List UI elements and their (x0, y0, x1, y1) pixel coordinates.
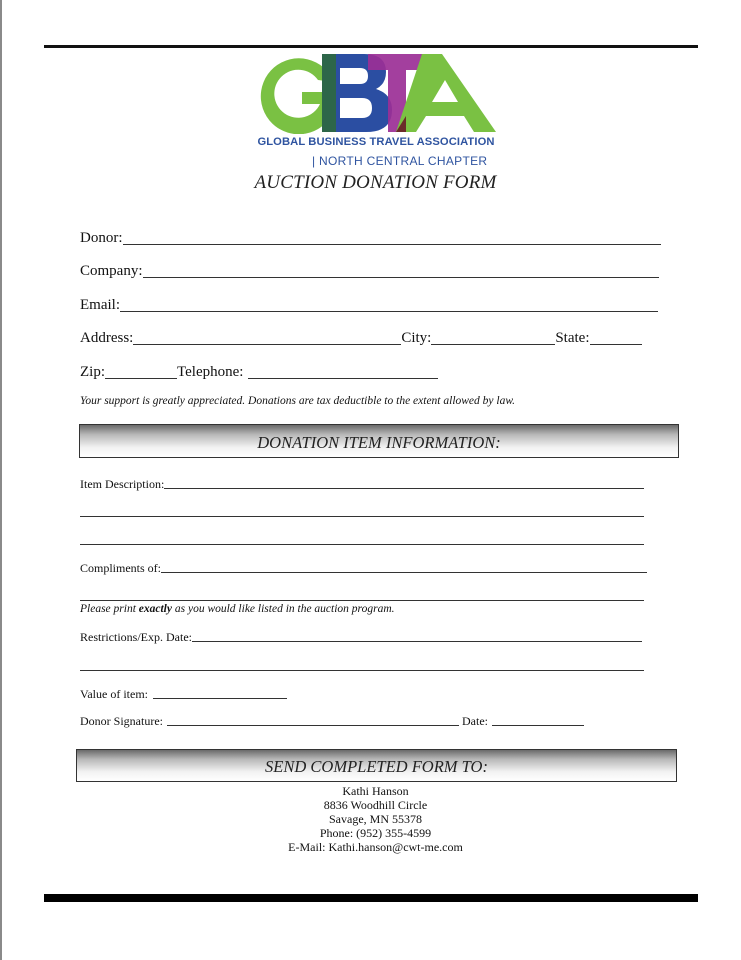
top-rule (44, 45, 698, 48)
signature-label: Donor Signature: (80, 714, 163, 728)
company-field[interactable] (143, 277, 659, 278)
org-name: GLOBAL BUSINESS TRAVEL ASSOCIATION (257, 136, 495, 148)
address-row (80, 330, 642, 347)
contact-name: Kathi Hanson (342, 784, 409, 798)
item-description-field[interactable] (164, 488, 644, 489)
send-form-heading: SEND COMPLETED FORM TO: (76, 749, 677, 782)
signature-field[interactable] (167, 725, 459, 726)
donation-item-heading: DONATION ITEM INFORMATION: (79, 424, 679, 458)
company-label: Company: (80, 263, 143, 279)
state-label: State: (555, 330, 590, 346)
zip-field[interactable] (105, 378, 177, 379)
address-label: Address: (80, 330, 134, 346)
print-note (80, 603, 395, 615)
compliments-label: Compliments of: (80, 561, 161, 575)
contact-phone: Phone: (952) 355-4599 (319, 826, 432, 840)
print-note-emphasis: exactly (138, 603, 172, 615)
email-field[interactable] (120, 311, 658, 312)
restrictions-field[interactable] (192, 641, 642, 642)
print-note-text-end: as you would like listed in the auction program. (171, 603, 395, 615)
value-row (80, 687, 287, 701)
city-field[interactable] (431, 344, 555, 345)
form-title: AUCTION DONATION FORM (254, 172, 497, 193)
gbta-logo (256, 52, 496, 134)
email-label: Email: (80, 297, 120, 313)
contact-email[interactable]: E-Mail: Kathi.hanson@cwt-me.com (288, 840, 463, 854)
signature-row (80, 714, 584, 728)
item-description-row (80, 477, 644, 491)
restrictions-label: Restrictions/Exp. Date: (80, 630, 192, 644)
restrictions-row (80, 630, 642, 644)
email-row (80, 297, 658, 314)
restrictions-line-2[interactable] (80, 670, 644, 671)
item-description-line-2[interactable] (80, 516, 644, 517)
tax-note: Your support is greatly appreciated. Donations are tax deductible to the extent allowed by law. (80, 395, 516, 407)
contact-block (0, 784, 741, 854)
date-label: Date: (462, 714, 488, 728)
company-row (80, 263, 659, 280)
date-field[interactable] (492, 725, 584, 726)
item-description-label: Item Description: (80, 477, 165, 491)
state-field[interactable] (590, 344, 642, 345)
donor-row (80, 230, 661, 247)
contact-city-state-zip: Savage, MN 55378 (329, 812, 422, 826)
donor-label: Donor: (80, 230, 123, 246)
chapter-name: | NORTH CENTRAL CHAPTER (312, 154, 488, 168)
donor-field[interactable] (123, 244, 661, 245)
print-note-text: Please print (80, 603, 139, 615)
zip-telephone-row (80, 364, 438, 381)
compliments-row (80, 561, 647, 575)
compliments-line-2[interactable] (80, 600, 644, 601)
item-description-line-3[interactable] (80, 544, 644, 545)
telephone-field[interactable] (248, 378, 438, 379)
compliments-field[interactable] (161, 572, 647, 573)
gbta-logo-icon (256, 52, 496, 134)
address-field[interactable] (133, 344, 401, 345)
zip-label: Zip: (80, 364, 105, 380)
contact-street: 8836 Woodhill Circle (323, 798, 428, 812)
value-label: Value of item: (80, 687, 148, 701)
telephone-label: Telephone: (177, 364, 244, 380)
bottom-rule (44, 894, 698, 902)
value-field[interactable] (153, 698, 287, 699)
city-label: City: (401, 330, 432, 346)
